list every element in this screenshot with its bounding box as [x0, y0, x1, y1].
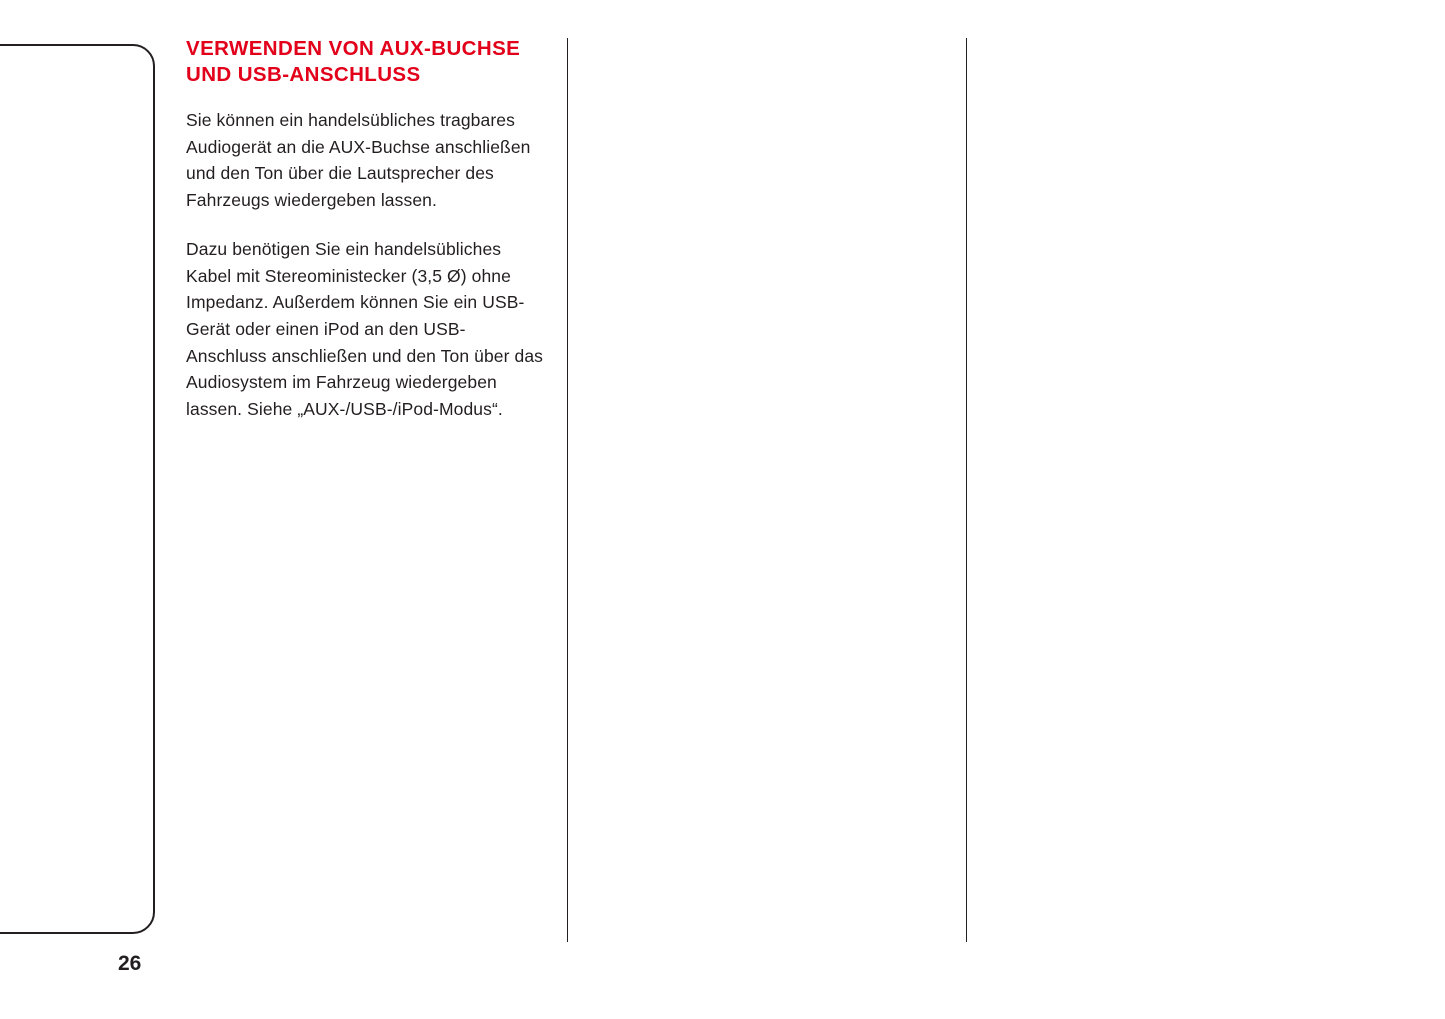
column-divider-2 — [966, 38, 967, 942]
page-number: 26 — [118, 952, 142, 975]
chapter-title — [0, 431, 2, 611]
chapter-side-tab — [0, 44, 155, 934]
paragraph-2: Dazu benötigen Sie ein handelsübliches Kabel mit Stereoministecker (3,5 Ø) ohne Impedanz. Außerdem können Sie ein USB-Gerät oder einen iPod an den USB-Anschluss anschließen und den Ton über das Audiosystem im Fahrzeug wiedergeben lassen. Siehe „AUX-/USB-/iPod-Modus“. — [186, 238, 544, 420]
paragraph-1: Sie können ein handelsübliches tragbares Audiogerät an die AUX-Buchse anschließen und den Ton über die Lautsprecher des Fahrzeugs wiedergeben lassen. — [186, 110, 531, 211]
column-divider-1 — [567, 38, 568, 942]
page-title: VERWENDEN VON AUX-BUCHSE UND USB-ANSCHLUSS — [186, 37, 521, 86]
content-column — [186, 36, 546, 423]
